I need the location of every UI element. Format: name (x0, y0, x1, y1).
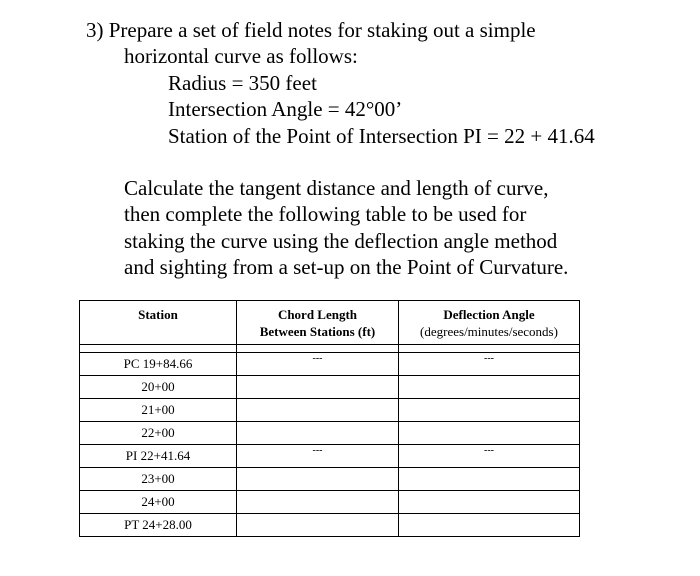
header-station-label: Station (138, 307, 178, 322)
deflection-cell[interactable] (399, 376, 580, 399)
station-cell: PI 22+41.64 (80, 445, 237, 468)
table-row (80, 422, 580, 445)
chord-cell[interactable] (237, 399, 399, 422)
header-chord-line-1: Chord Length (277, 307, 358, 322)
deflection-cell[interactable] (399, 468, 580, 491)
table-header-row (80, 301, 580, 345)
instruction-line-3: staking the curve using the deflection angle method (124, 229, 558, 253)
chord-cell[interactable] (237, 491, 399, 514)
header-chord-length (237, 301, 399, 345)
deflection-cell[interactable] (399, 514, 580, 537)
problem-line-2: horizontal curve as follows: (124, 44, 358, 68)
station-cell: PC 19+84.66 (80, 353, 237, 376)
header-deflection-angle (399, 301, 580, 345)
spacer-cell (80, 345, 237, 353)
station-cell: 21+00 (80, 399, 237, 422)
instruction-line-4: and sighting from a set-up on the Point of Curvature. (124, 255, 569, 279)
deflection-cell[interactable]: --- (399, 445, 580, 468)
problem-line-1: 3) Prepare a set of field notes for staking out a simple (86, 18, 536, 42)
header-spacer-row (80, 345, 580, 353)
deflection-cell[interactable] (399, 399, 580, 422)
table-row (80, 353, 580, 376)
instruction-line-2: then complete the following table to be used for (124, 202, 527, 226)
chord-cell[interactable] (237, 422, 399, 445)
chord-cell[interactable]: --- (237, 445, 399, 468)
chord-cell[interactable]: --- (237, 353, 399, 376)
station-cell: PT 24+28.00 (80, 514, 237, 537)
deflection-cell[interactable] (399, 491, 580, 514)
table-row (80, 376, 580, 399)
chord-cell[interactable] (237, 514, 399, 537)
header-chord-line-2: Between Stations (ft) (259, 324, 376, 339)
station-cell: 23+00 (80, 468, 237, 491)
table-row (80, 445, 580, 468)
header-station (80, 301, 237, 345)
chord-cell[interactable] (237, 376, 399, 399)
radius-line: Radius = 350 feet (168, 71, 317, 95)
table-row (80, 468, 580, 491)
table-row (80, 399, 580, 422)
header-deflection-line-2: (degrees/minutes/seconds) (420, 324, 558, 339)
field-notes-table (79, 300, 580, 537)
spacer-cell (237, 345, 399, 353)
deflection-cell[interactable]: --- (399, 353, 580, 376)
table-row (80, 514, 580, 537)
station-cell: 24+00 (80, 491, 237, 514)
station-cell: 22+00 (80, 422, 237, 445)
station-pi-line: Station of the Point of Intersection PI = 22 + 41.64 (168, 124, 595, 148)
table-row (80, 491, 580, 514)
deflection-cell[interactable] (399, 422, 580, 445)
station-cell: 20+00 (80, 376, 237, 399)
spacer-cell (399, 345, 580, 353)
instruction-line-1: Calculate the tangent distance and length of curve, (124, 176, 549, 200)
intersection-angle-line: Intersection Angle = 42°00’ (168, 97, 403, 121)
header-deflection-line-1: Deflection Angle (443, 307, 535, 322)
chord-cell[interactable] (237, 468, 399, 491)
